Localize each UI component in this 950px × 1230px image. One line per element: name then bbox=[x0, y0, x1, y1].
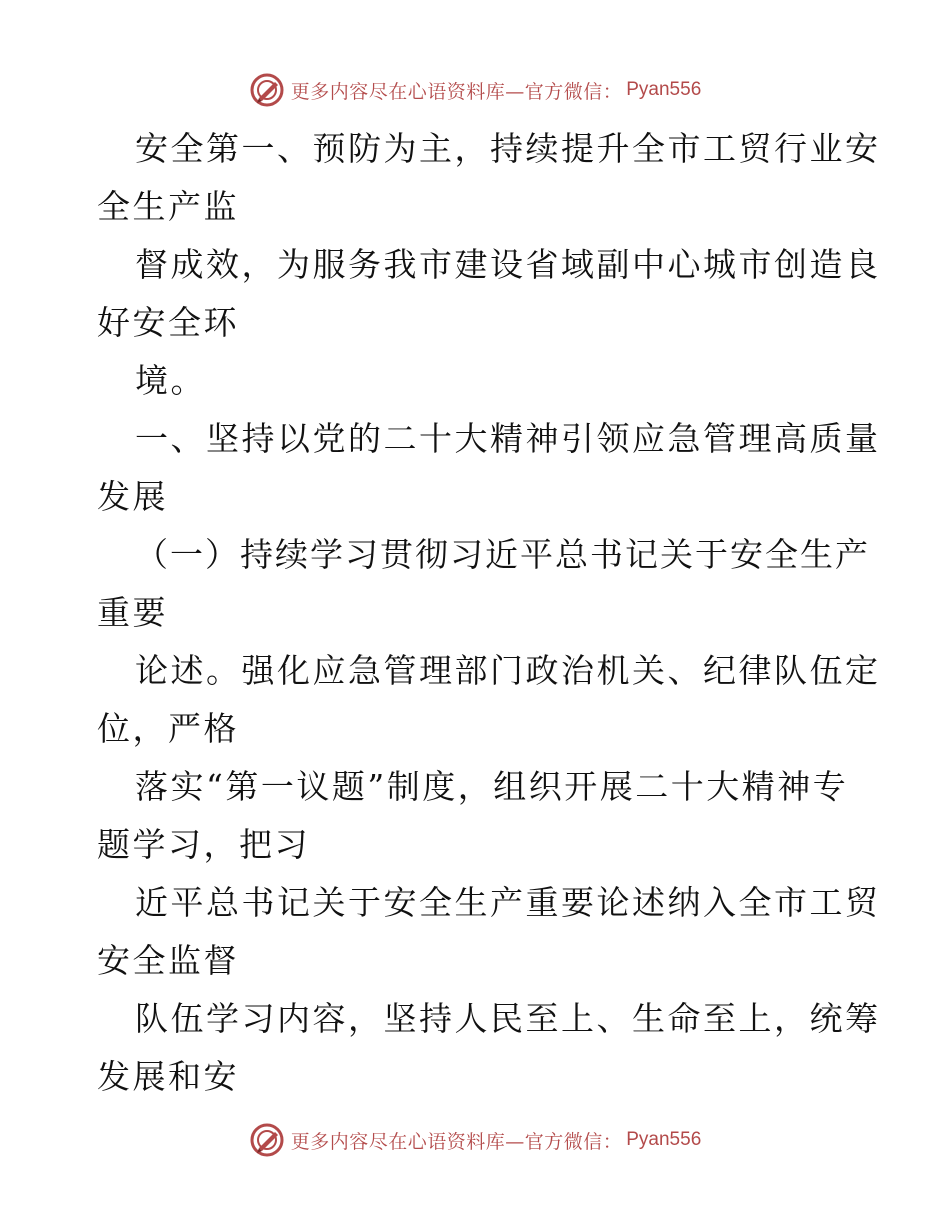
body-line: 题学习，把习 bbox=[97, 825, 310, 864]
header-watermark-banner bbox=[0, 70, 950, 110]
body-line: 队伍学习内容，坚持人民至上、生命至上，统筹 bbox=[135, 999, 881, 1038]
footer-banner-wechat-id: Pyan556 bbox=[626, 1129, 702, 1150]
body-line: 论述。强化应急管理部门政治机关、纪律队伍定 bbox=[135, 651, 881, 690]
footer-watermark-banner bbox=[0, 1120, 950, 1160]
body-line: 督成效，为服务我市建设省域副中心城市创造良 bbox=[135, 245, 881, 284]
body-line: 安全监督 bbox=[97, 941, 239, 980]
subsection-heading: （一）持续学习贯彻习近平总书记关于安全生产 bbox=[135, 535, 870, 574]
body-line: 境。 bbox=[135, 361, 206, 400]
section-heading: 一、坚持以党的二十大精神引领应急管理高质量 bbox=[135, 419, 881, 458]
pen-logo-icon bbox=[249, 1122, 285, 1158]
body-line: 位，严格 bbox=[97, 709, 239, 748]
body-line: 好安全环 bbox=[97, 303, 239, 342]
body-line: 发展和安 bbox=[97, 1057, 239, 1096]
section-heading-continued: 发展 bbox=[97, 477, 168, 516]
body-line: 落实“第一议题”制度，组织开展二十大精神专 bbox=[135, 767, 849, 806]
document-body bbox=[97, 120, 881, 1106]
footer-banner-text: 更多内容尽在心语资料库—官方微信： bbox=[290, 1130, 623, 1153]
header-banner-wechat-id: Pyan556 bbox=[626, 79, 702, 100]
body-line: 全生产监 bbox=[97, 187, 239, 226]
body-line: 安全第一、预防为主，持续提升全市工贸行业安 bbox=[135, 129, 881, 168]
header-banner-text: 更多内容尽在心语资料库—官方微信： bbox=[290, 80, 623, 103]
pen-logo-icon bbox=[249, 72, 285, 108]
body-line: 近平总书记关于安全生产重要论述纳入全市工贸 bbox=[135, 883, 881, 922]
subsection-heading-continued: 重要 bbox=[97, 593, 168, 632]
